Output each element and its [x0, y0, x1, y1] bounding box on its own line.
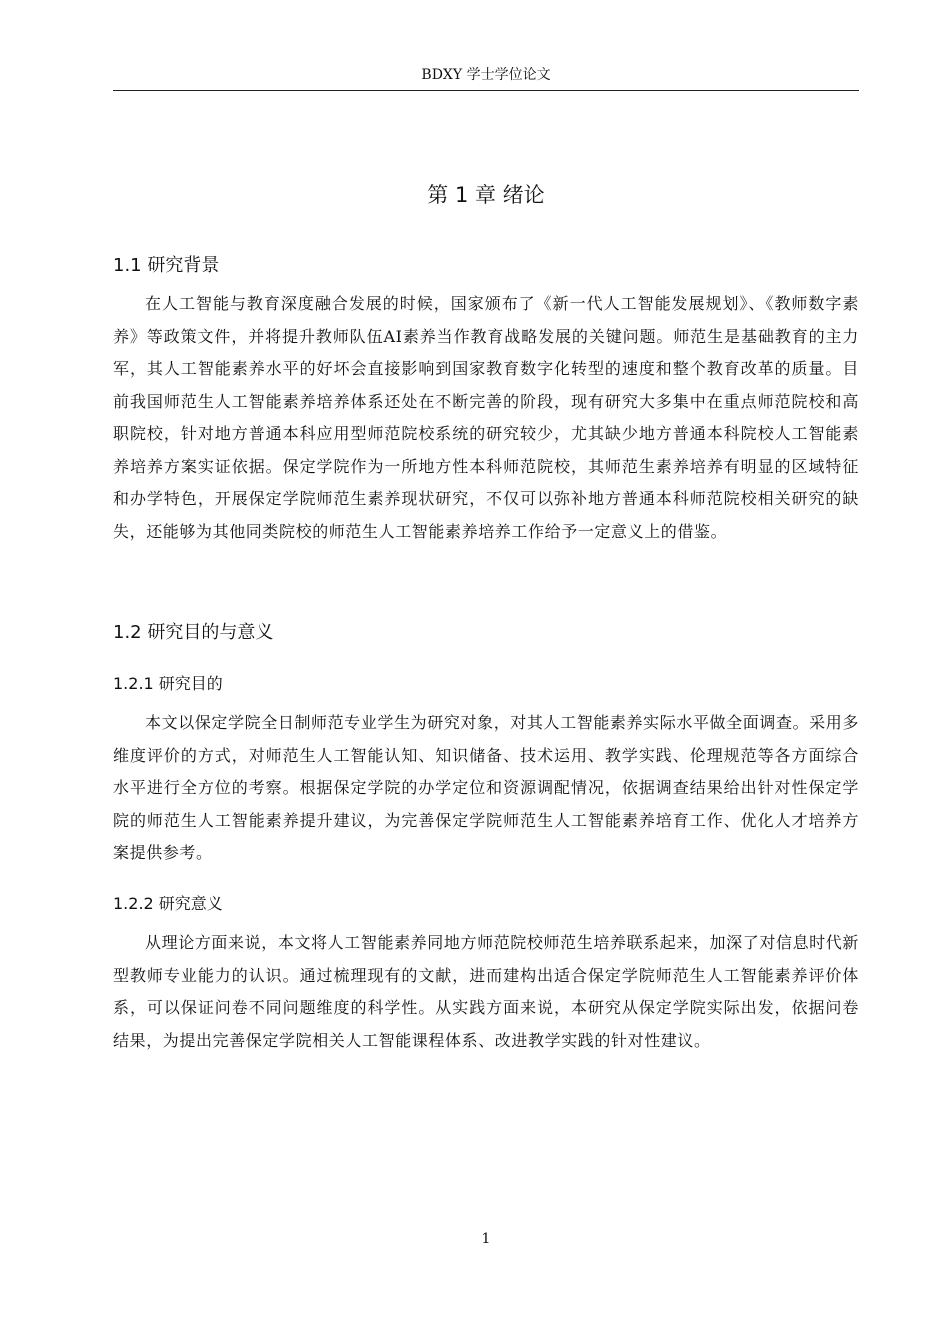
running-header: BDXY 学士学位论文 [421, 67, 551, 83]
section-paragraph-background: 在人工智能与教育深度融合发展的时候，国家颁布了《新一代人工智能发展规划》、《教师数字素养》等政策文件，并将提升教师队伍AI素养当作教育战略发展的关键问题。师范生是基础教育的主力军，其人工智能素养水平的好坏会直接影响到国家教育数字化转型的速度和整个教育改革的质量。目前我国师范生人工智能素养培养体系还处在不断完善的阶段，现有研究大多集中在重点师范院校和高职院校，针对地方普通本科应用型师范院校系统的研究较少，尤其缺少地方普通本科院校人工智能素养培养方案实证依据。保定学院作为一所地方性本科师范院校，其师范生素养培养有明显的区域特征和办学特色，开展保定学院师范生素养现状研究，不仅可以弥补地方普通本科师范院校相关研究的缺失，还能够为其他同类院校的师范生人工智能素养培养工作给予一定意义上的借鉴。 [113, 294, 859, 541]
header-divider [113, 90, 859, 91]
subsection-heading-purpose: 1.2.1 研究目的 [113, 674, 223, 693]
subsection-heading-significance: 1.2.2 研究意义 [113, 894, 223, 913]
page-number: 1 [481, 1231, 491, 1247]
chapter-title: 第 1 章 绪论 [427, 183, 545, 207]
section-heading-background: 1.1 研究背景 [113, 255, 220, 276]
section-heading-purpose-significance: 1.2 研究目的与意义 [113, 622, 274, 643]
subsection-paragraph-purpose: 本文以保定学院全日制师范专业学生为研究对象，对其人工智能素养实际水平做全面调查。采用多维度评价的方式，对师范生人工智能认知、知识储备、技术运用、教学实践、伦理规范等各方面综合水平进行全方位的考察。根据保定学院的办学定位和资源调配情况，依据调查结果给出针对性保定学院的师范生人工智能素养提升建议，为完善保定学院师范生人工智能素养培育工作、优化人才培养方案提供参考。 [113, 713, 859, 862]
subsection-paragraph-significance: 从理论方面来说，本文将人工智能素养同地方师范院校师范生培养联系起来，加深了对信息时代新型教师专业能力的认识。通过梳理现有的文献，进而建构出适合保定学院师范生人工智能素养评价体系，可以保证问卷不同问题维度的科学性。从实践方面来说，本研究从保定学院实际出发，依据问卷结果，为提出完善保定学院相关人工智能课程体系、改进教学实践的针对性建议。 [113, 933, 859, 1050]
